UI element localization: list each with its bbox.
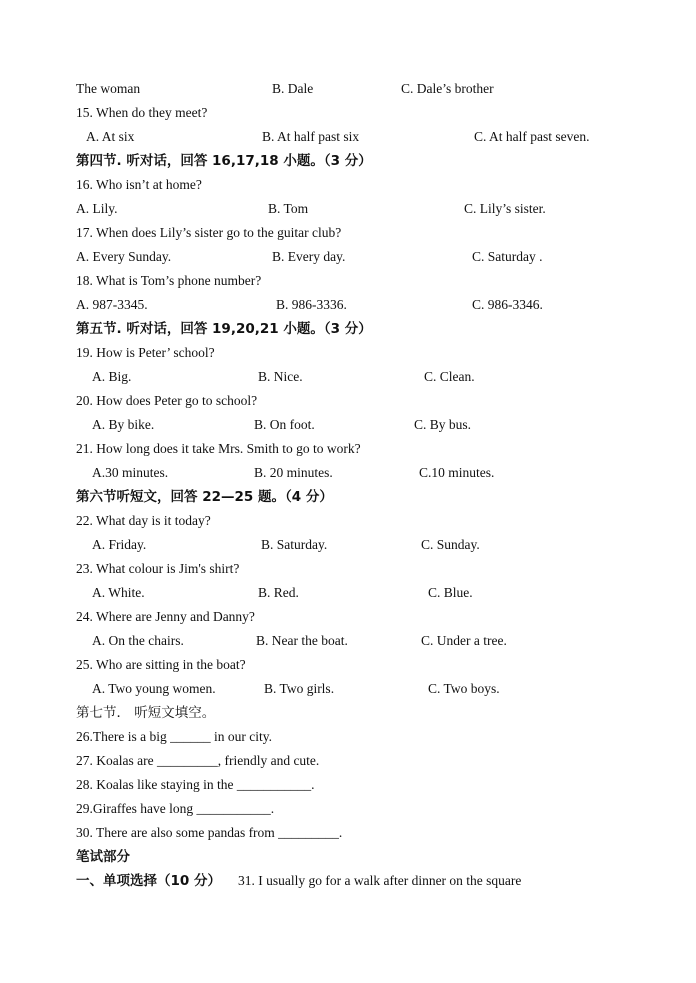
options-row (0, 629, 696, 653)
answer-option: B. Near the boat. (256, 633, 348, 648)
question-row (0, 509, 696, 533)
answer-option: B. On foot. (254, 417, 315, 432)
answer-option: B. Saturday. (261, 537, 328, 552)
answer-option: C. Two boys. (428, 681, 500, 696)
question-text: 27. Koalas are _________, friendly and cute. (76, 753, 320, 768)
answer-option: B. Tom (268, 201, 309, 216)
heading-row (0, 149, 696, 173)
options-row (0, 461, 696, 485)
question-row (0, 269, 696, 293)
answer-option: A. Lily. (76, 201, 118, 216)
section-heading: 笔试部分 (76, 849, 130, 865)
question-text: 31. I usually go for a walk after dinner on the square (238, 873, 522, 888)
options-row (0, 413, 696, 437)
question-row (0, 773, 696, 797)
answer-option: B. At half past six (262, 129, 360, 144)
answer-option: B. Dale (272, 81, 314, 96)
answer-option: C. By bus. (414, 417, 472, 432)
question-text: 29.Giraffes have long ___________. (76, 801, 275, 816)
heading-row (0, 845, 696, 869)
question-row (0, 605, 696, 629)
answer-option: The woman (76, 81, 141, 96)
question-text: 22. What day is it today? (76, 513, 211, 528)
answer-option: A. Two young women. (92, 681, 216, 696)
answer-option: C. Clean. (424, 369, 475, 384)
question-text: 23. What colour is Jim's shirt? (76, 561, 240, 576)
answer-option: C. Lily’s sister. (464, 201, 546, 216)
question-row (0, 557, 696, 581)
options-row (0, 677, 696, 701)
answer-option: C. Sunday. (421, 537, 480, 552)
options-row (0, 197, 696, 221)
question-text: 21. How long does it take Mrs. Smith to go to work? (76, 441, 361, 456)
section-heading: 一、单项选择（10 分） (76, 873, 221, 889)
answer-option: C. At half past seven. (474, 129, 590, 144)
question-row (0, 221, 696, 245)
answer-option: A. At six (86, 129, 135, 144)
section-heading: 第五节. 听对话，回答 19,20,21 小题。（3 分） (76, 321, 372, 337)
question-text: 18. What is Tom’s phone number? (76, 273, 262, 288)
answer-option: C. Saturday . (472, 249, 543, 264)
question-row (0, 797, 696, 821)
answer-option: B. Nice. (258, 369, 303, 384)
question-row (0, 725, 696, 749)
answer-option: A. On the chairs. (92, 633, 184, 648)
section-title: 第七节． 听短文填空。 (76, 705, 216, 721)
options-row (0, 125, 696, 149)
answer-option: C. Dale’s brother (401, 81, 494, 96)
answer-option: A. Friday. (92, 537, 147, 552)
question-text: 20. How does Peter go to school? (76, 393, 258, 408)
answer-option: B. Red. (258, 585, 299, 600)
question-row (0, 389, 696, 413)
section-heading: 第六节听短文，回答 22—25 题。（4 分） (76, 489, 333, 505)
answer-option: C.10 minutes. (419, 465, 495, 480)
question-row (0, 653, 696, 677)
answer-option: B. Every day. (272, 249, 346, 264)
question-row (0, 701, 696, 725)
answer-option: A. 987-3345. (76, 297, 148, 312)
question-row (0, 749, 696, 773)
question-row (0, 173, 696, 197)
answer-option: C. Under a tree. (421, 633, 507, 648)
question-text: 24. Where are Jenny and Danny? (76, 609, 255, 624)
question-text: 28. Koalas like staying in the ___________. (76, 777, 315, 792)
question-text: 19. How is Peter’ school? (76, 345, 215, 360)
question-row (0, 101, 696, 125)
answer-option: A. Big. (92, 369, 132, 384)
answer-option: B. 986-3336. (276, 297, 347, 312)
options-row (0, 581, 696, 605)
section-heading-with-question (0, 869, 696, 893)
question-row (0, 821, 696, 845)
heading-row (0, 485, 696, 509)
question-text: 30. There are also some pandas from _________. (76, 825, 343, 840)
section-heading: 第四节. 听对话，回答 16,17,18 小题。（3 分） (76, 153, 372, 169)
answer-option: A. White. (92, 585, 145, 600)
options-row (0, 245, 696, 269)
question-text: 16. Who isn’t at home? (76, 177, 202, 192)
question-text: 15. When do they meet? (76, 105, 208, 120)
answer-option: A. Every Sunday. (76, 249, 172, 264)
question-text: 25. Who are sitting in the boat? (76, 657, 246, 672)
question-text: 26.There is a big ______ in our city. (76, 729, 272, 744)
options-row (0, 365, 696, 389)
answer-option: C. Blue. (428, 585, 473, 600)
answer-option: B. Two girls. (264, 681, 335, 696)
options-row (0, 293, 696, 317)
answer-option: C. 986-3346. (472, 297, 543, 312)
answer-option: B. 20 minutes. (254, 465, 333, 480)
question-row (0, 437, 696, 461)
answer-option: A. By bike. (92, 417, 155, 432)
answer-option: A.30 minutes. (92, 465, 169, 480)
question-text: 17. When does Lily’s sister go to the guitar club? (76, 225, 342, 240)
heading-row (0, 317, 696, 341)
options-row (0, 533, 696, 557)
options-row (0, 77, 696, 101)
question-row (0, 341, 696, 365)
